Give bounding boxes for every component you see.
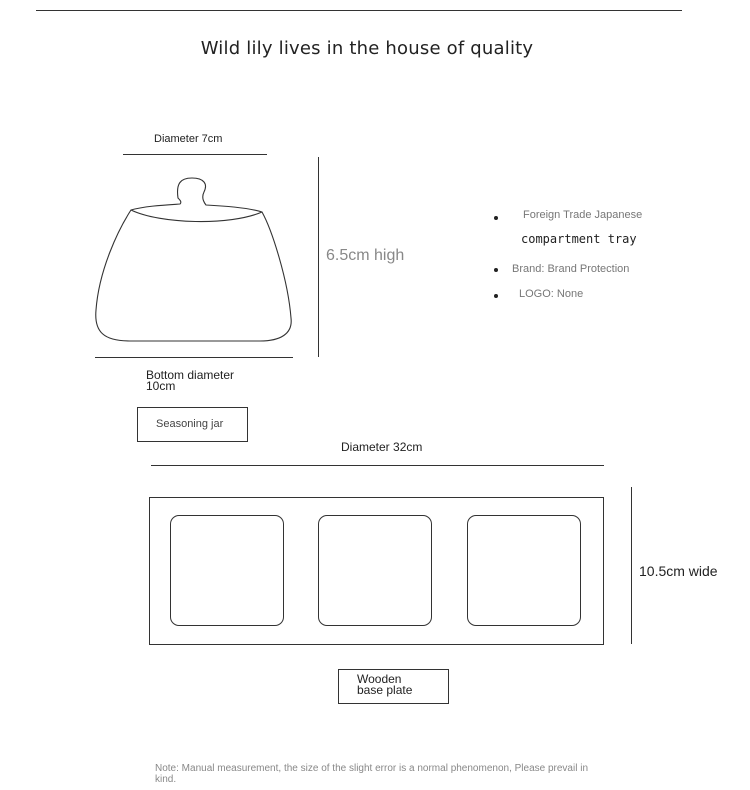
top-divider xyxy=(36,10,682,11)
tray-compartment-left xyxy=(170,515,284,626)
wooden-base-label-line1: Wooden xyxy=(357,672,402,686)
tray-compartment-right xyxy=(467,515,581,626)
bullet-icon xyxy=(494,216,498,220)
tray-diameter-line xyxy=(151,465,604,466)
tray-diameter-label: Diameter 32cm xyxy=(341,440,423,454)
wooden-base-label-box xyxy=(338,669,449,704)
page-title: Wild lily lives in the house of quality xyxy=(200,38,534,59)
bullet-icon xyxy=(494,268,498,272)
spec-product: compartment tray xyxy=(521,232,637,246)
jar-bottom-label xyxy=(146,370,234,392)
jar-bottom-label-line1: Bottom diameter xyxy=(146,368,235,382)
spec-origin: Foreign Trade Japanese xyxy=(523,209,643,221)
wooden-base-label-line2: base plate xyxy=(357,683,413,697)
tray-width-line xyxy=(631,487,632,644)
jar-bottom-label-line2: 10cm xyxy=(146,379,176,393)
tray-compartment-middle xyxy=(318,515,432,626)
measurement-note: Note: Manual measurement, the size of the slight error is a normal phenomenon, Please prevail in kind. xyxy=(155,763,589,785)
jar-height-label: 6.5cm high xyxy=(326,247,405,264)
spec-logo: LOGO: None xyxy=(519,288,584,300)
spec-brand: Brand: Brand Protection xyxy=(512,263,630,275)
bullet-icon xyxy=(494,294,498,298)
tray-width-label: 10.5cm wide xyxy=(639,563,718,579)
jar-diameter-line xyxy=(123,154,267,155)
jar-diameter-label: Diameter 7cm xyxy=(154,133,223,145)
seasoning-jar-label-box xyxy=(137,407,248,442)
jar-bottom-line xyxy=(95,357,293,358)
seasoning-jar-illustration xyxy=(90,170,300,350)
seasoning-jar-label: Seasoning jar xyxy=(156,418,224,430)
wooden-tray xyxy=(149,497,604,645)
jar-height-line xyxy=(318,157,319,357)
